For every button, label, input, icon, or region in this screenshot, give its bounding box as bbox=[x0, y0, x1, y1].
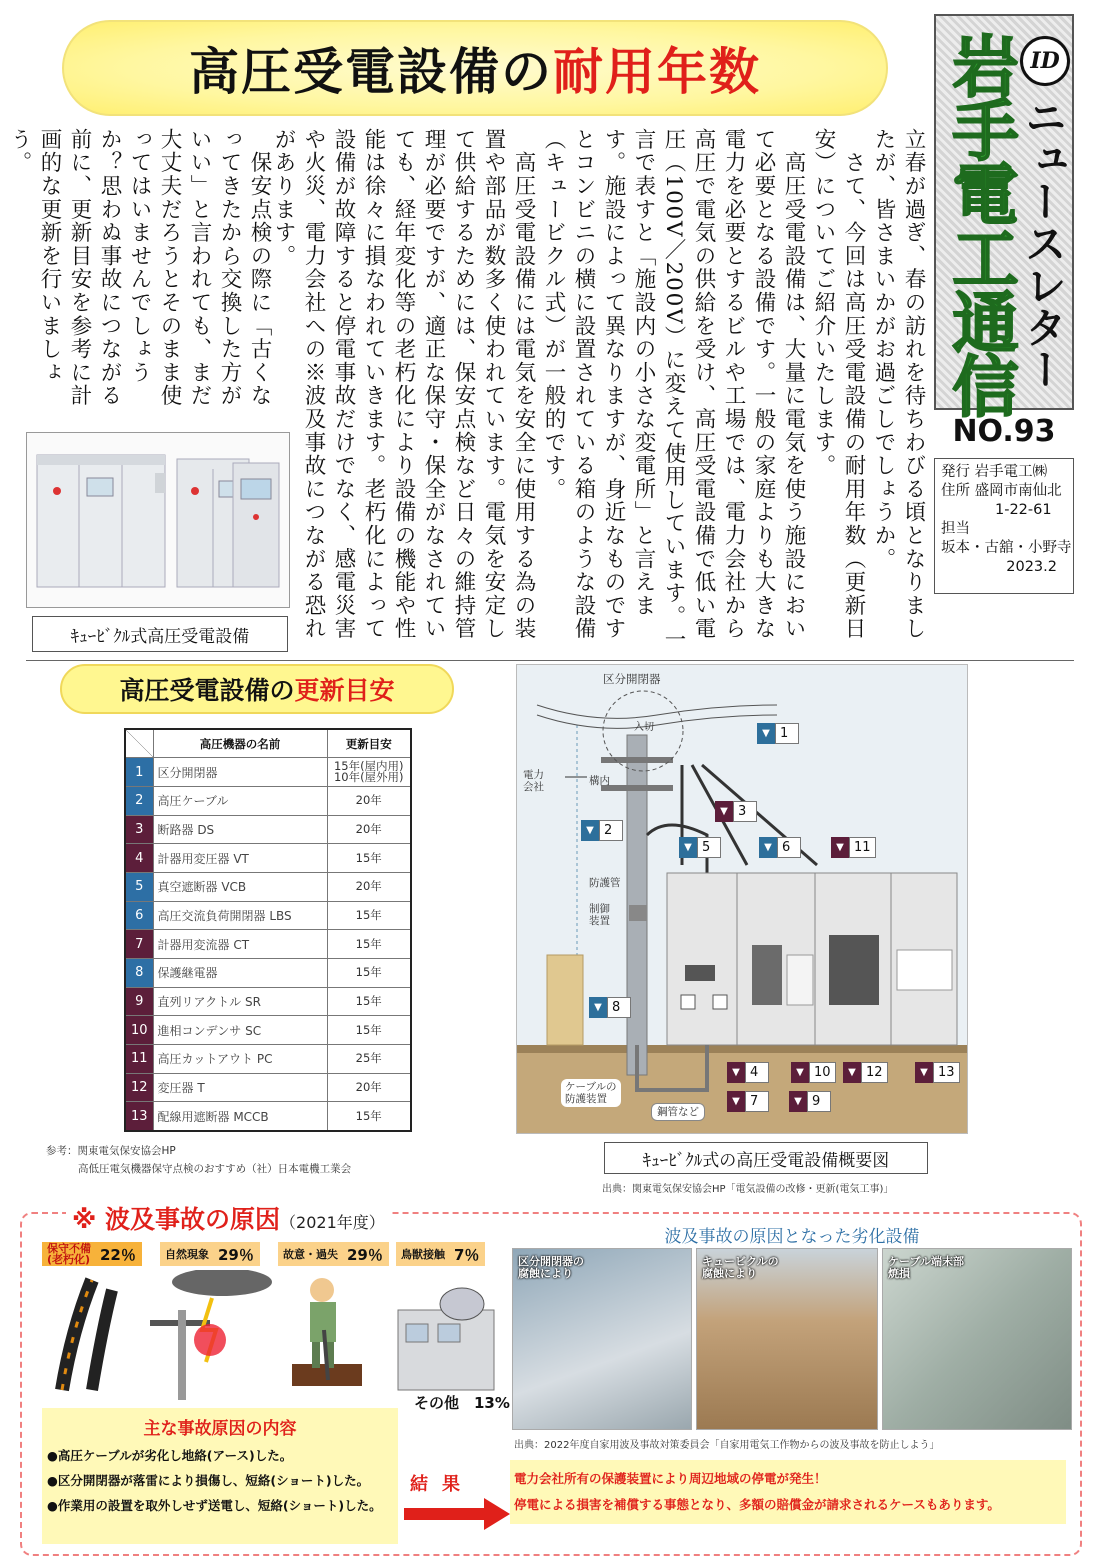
issue-date: 2023.2 bbox=[1006, 559, 1057, 575]
cause-others: その他 13% bbox=[414, 1394, 510, 1412]
chevron-down-icon: ▼ bbox=[759, 837, 777, 858]
chevron-down-icon: ▼ bbox=[831, 837, 849, 858]
photo-label-2: キュービクルの 腐蝕により bbox=[702, 1255, 779, 1280]
staff-names: 坂本・古舘・小野寺 bbox=[941, 540, 1072, 556]
table-row: 5 真空遮断器 VCB 20年 bbox=[125, 872, 411, 901]
table-row: 13 配線用遮断器 MCCB 15年 bbox=[125, 1102, 411, 1131]
result-line-1: 電力会社所有の保護装置により周辺地域の停電が発生！ bbox=[514, 1471, 827, 1486]
marker-13: ▼ 13 bbox=[915, 1062, 960, 1083]
degraded-equipment-title: 波及事故の原因となった劣化設備 bbox=[664, 1227, 920, 1247]
table-reference bbox=[46, 1142, 506, 1178]
chevron-down-icon: ▼ bbox=[581, 820, 599, 841]
chevron-down-icon: ▼ bbox=[757, 723, 775, 744]
table-row: 2 高圧ケーブル 20年 bbox=[125, 786, 411, 815]
publisher-info bbox=[934, 458, 1074, 594]
result-box bbox=[510, 1460, 1066, 1524]
marker-2: ▼ 2 bbox=[581, 820, 623, 841]
diagram-caption: ｷｭｰﾋﾞｸﾙ式の高圧受電設備概要図 bbox=[604, 1142, 928, 1174]
photo-source: 出典：2022年度自家用波及事故対策委員会「自家用電気工作物からの波及事故を防止しよう」 bbox=[514, 1440, 940, 1451]
table-row: 6 高圧交流負荷開閉器 LBS 15年 bbox=[125, 901, 411, 930]
marker-8: ▼ 8 bbox=[589, 997, 631, 1018]
marker-1: ▼ 1 bbox=[757, 723, 799, 744]
label-cable-protection: ケーブルの 防護装置 bbox=[561, 1079, 621, 1107]
label-onoff: 入切 bbox=[634, 722, 654, 733]
newsletter-subtitle: ニュースレター bbox=[1019, 96, 1068, 390]
marker-3: ▼ 3 bbox=[715, 801, 757, 822]
table-corner bbox=[125, 729, 153, 758]
cubicle-photo-caption: ｷｭｰﾋﾞｸﾙ式高圧受電設備 bbox=[32, 616, 288, 652]
main-causes-title: 主な事故原因の内容 bbox=[143, 1419, 297, 1439]
marker-10: ▼ 10 bbox=[791, 1062, 836, 1083]
company-logo: ID bbox=[1020, 36, 1070, 86]
article-text-closing: 保安点検の際に「古くなってきたから交換した方がいい」と言われても、まだ大丈夫だろうとそのまま使ってはいませんでしょうか？思わぬ事故につながる前に、更新目安を参考に計画的な更新を行いましょう。 bbox=[7, 128, 272, 408]
table-row: 3 断路器 DS 20年 bbox=[125, 815, 411, 844]
label-steel-pipe: 鋼管など bbox=[651, 1103, 705, 1121]
cause-maintenance: 保守不備 (老朽化) 22％ bbox=[42, 1242, 142, 1266]
cubicle-photo bbox=[26, 432, 290, 608]
reference-line-1: 参考：関東電気保安協会HP bbox=[46, 1145, 176, 1157]
label-section-switch: 区分開閉器 bbox=[603, 672, 661, 686]
marker-12: ▼ 12 bbox=[843, 1062, 888, 1083]
reference-line-2: 高低圧電気機器保守点検のおすすめ（社）日本電機工業会 bbox=[78, 1163, 352, 1175]
result-arrow-icon bbox=[404, 1494, 514, 1534]
accident-section-title: ※ 波及事故の原因（2021年度） bbox=[66, 1200, 391, 1236]
table-row: 7 計器用変流器 CT 15年 bbox=[125, 930, 411, 959]
header-update-years: 更新目安 bbox=[327, 729, 411, 758]
cause-item-1: ●高圧ケーブルが劣化し地絡(アース)した。 bbox=[47, 1448, 293, 1463]
marker-11: ▼ 11 bbox=[831, 837, 876, 858]
address-line-2: 1-22-61 bbox=[995, 502, 1052, 518]
table-row: 11 高圧カットアウト PC 25年 bbox=[125, 1045, 411, 1074]
title-banner bbox=[62, 20, 888, 116]
chevron-down-icon: ▼ bbox=[727, 1062, 745, 1083]
table-row: 9 直列リアクトル SR 15年 bbox=[125, 987, 411, 1016]
accident-cause-illustrations bbox=[42, 1270, 502, 1400]
label-protective-pipe: 防護管 bbox=[589, 877, 621, 889]
table-row: 10 進相コンデンサ SC 15年 bbox=[125, 1016, 411, 1045]
table-row: 12 変圧器 T 20年 bbox=[125, 1073, 411, 1102]
diagram-source: 出典：関東電気保安協会HP「電気設備の改修・更新(電気工事)」 bbox=[602, 1184, 894, 1195]
marker-6: ▼ 6 bbox=[759, 837, 801, 858]
table-row: 8 保護継電器 15年 bbox=[125, 959, 411, 988]
newsletter-name: 岩手電工通信 bbox=[941, 32, 1018, 416]
photo-label-3: ケーブル端末部 焼損 bbox=[888, 1255, 965, 1280]
cubicle-diagram bbox=[516, 664, 968, 1134]
cause-item-2: ●区分開閉器が落雷により損傷し、短絡(ショート)した。 bbox=[47, 1473, 370, 1488]
section-divider bbox=[26, 660, 1074, 661]
publisher: 発行 岩手電工㈱ bbox=[941, 464, 1048, 480]
marker-9: ▼ 9 bbox=[789, 1091, 831, 1112]
main-causes-box bbox=[42, 1408, 398, 1544]
issue-number: NO.93 bbox=[952, 414, 1056, 449]
cause-animal: 鳥獣接触 7％ bbox=[396, 1242, 485, 1266]
cause-natural: 自然現象 29％ bbox=[160, 1242, 260, 1266]
update-section-title: 高圧受電設備の 更新目安 bbox=[60, 664, 454, 714]
chevron-down-icon: ▼ bbox=[727, 1091, 745, 1112]
chevron-down-icon: ▼ bbox=[843, 1062, 861, 1083]
chevron-down-icon: ▼ bbox=[791, 1062, 809, 1083]
marker-4: ▼ 4 bbox=[727, 1062, 769, 1083]
chevron-down-icon: ▼ bbox=[915, 1062, 933, 1083]
result-label: 結果 bbox=[410, 1474, 474, 1495]
photo-label-1: 区分開閉器の 腐蝕により bbox=[518, 1255, 584, 1280]
chevron-down-icon: ▼ bbox=[715, 801, 733, 822]
update-guide-table bbox=[124, 728, 412, 1132]
address-line-1: 住所 盛岡市南仙北 bbox=[941, 483, 1062, 499]
marker-5: ▼ 5 bbox=[679, 837, 721, 858]
chevron-down-icon: ▼ bbox=[589, 997, 607, 1018]
table-row: 1 区分開閉器 15年(屋内用) 10年(屋外用) bbox=[125, 758, 411, 787]
label-premises: 構内 bbox=[589, 775, 610, 787]
article-text-main: 立春が過ぎ、春の訪れを待ちわびる頃となりましたが、皆さまいかがお過ごしでしょうか。 さて、今回は高圧受電設備の耐用年数（更新日安）についてご紹介いたします。 高圧受電設備は、大量に電気を使う施設において必要となる設備です。一般の家庭よりも大きな電力を必要とするビルや工場では、電力会社から高圧で電気の供給を受け、高圧受電設備で低い電圧（100V／200V）に変えて使用しています。一言で表すと「施設内の小さな変電所」と言えます。施設によって異なりますが、身近なものですとコンビニの横に設置されている箱のような設備（キュービクル式）が一般的です。 高圧受電設備には電気を安全に使用する為の装置や部品が数多く使われています。電気を安定して供給するためには、保安点検など日々の維持管理が必要ですが、適正な保守・保全がなされていても、経年変化等の老朽化により設備の機能や性能は徐々に損なわれていきます。老朽化によって設備が故障すると停電事故だけでなく、感電災害や火災、電力会社への※波及事故につながる恐れがあります。 bbox=[271, 128, 926, 652]
page-title: 高圧受電設備の耐用年数 bbox=[189, 43, 761, 101]
marker-7: ▼ 7 bbox=[727, 1091, 769, 1112]
table-header-row bbox=[125, 729, 411, 758]
table-row: 4 計器用変圧器 VT 15年 bbox=[125, 844, 411, 873]
result-line-2: 停電による損害を補償する事態となり、多額の賠償金が請求されるケースもあります。 bbox=[514, 1497, 1000, 1512]
cause-negligence: 故意・過失 29％ bbox=[278, 1242, 389, 1266]
label-power-company: 電力 会社 bbox=[523, 769, 544, 793]
label-control-unit: 制御 装置 bbox=[589, 903, 610, 927]
chevron-down-icon: ▼ bbox=[679, 837, 697, 858]
cause-item-3: ●作業用の設置を取外しせず送電し、短絡(ショート)した。 bbox=[47, 1498, 382, 1513]
header-equipment-name: 高圧機器の名前 bbox=[153, 729, 327, 758]
chevron-down-icon: ▼ bbox=[789, 1091, 807, 1112]
staff-label: 担当 bbox=[941, 521, 970, 537]
